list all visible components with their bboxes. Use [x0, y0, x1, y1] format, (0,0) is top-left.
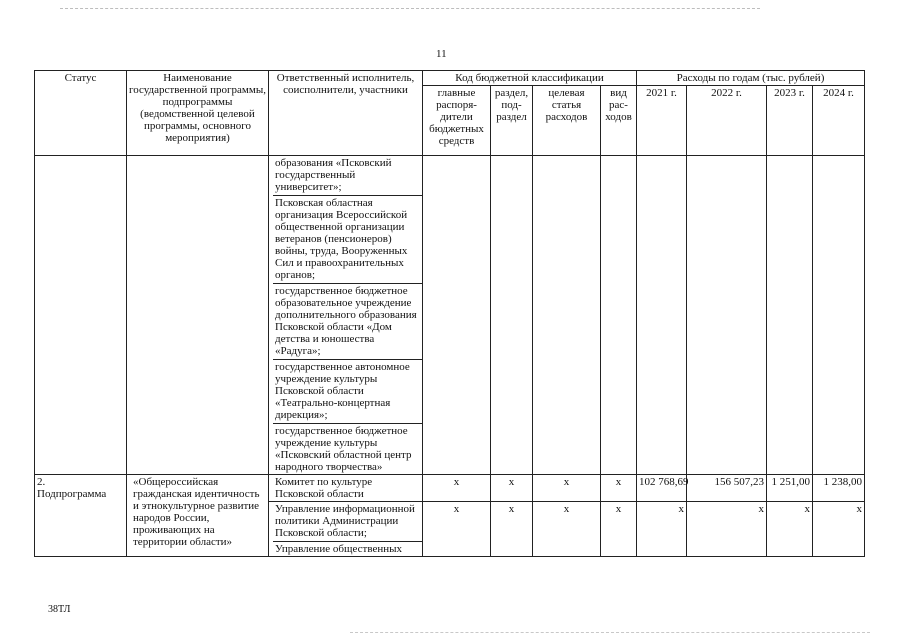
empty-cell [767, 156, 813, 475]
header-year-2024: 2024 г. [813, 86, 865, 156]
expense-2024: 1 238,00 [813, 475, 865, 502]
continuation-name-cell [127, 156, 269, 475]
header-executor: Ответственный исполнитель, соисполнители, участники [269, 71, 423, 156]
kbk-grbs-value: х [423, 475, 491, 502]
subprogram-label: Подпрограмма [37, 488, 107, 500]
executor-entry: Управление общественных [273, 541, 422, 555]
page-number: 11 [436, 48, 447, 60]
kbk-section-value: х [491, 502, 533, 557]
header-row-1 [35, 71, 865, 86]
header-kbk-section: раздел, под-раздел [491, 86, 533, 156]
expense-2021: х [637, 502, 687, 557]
expense-2022: х [687, 502, 767, 557]
scan-artifact-bottom [350, 632, 870, 634]
subprogram-number: 2. [37, 476, 46, 488]
header-status: Статус [35, 71, 127, 156]
kbk-grbs-value: х [423, 502, 491, 557]
kbk-type-value: х [601, 502, 637, 557]
kbk-type-value: х [601, 475, 637, 502]
empty-cell [491, 156, 533, 475]
subprogram-executor: Комитет по культуре Псковской области [269, 475, 423, 502]
expense-2023: х [767, 502, 813, 557]
executor-entry: государственное бюджетное учреждение культуры «Псковский областной центр народного творчества» [273, 423, 422, 473]
continuation-row [35, 156, 865, 475]
kbk-section-value: х [491, 475, 533, 502]
executor-entry: государственное автономное учреждение культуры Псковской области «Театрально-концертная дирекция»; [273, 359, 422, 421]
executor-entry: государственное бюджетное образовательное учреждение дополнительного образования Псковской области «Дом детства и юношества «Радуга»; [273, 283, 422, 357]
empty-cell [423, 156, 491, 475]
expense-2024: х [813, 502, 865, 557]
empty-cell [637, 156, 687, 475]
empty-cell [813, 156, 865, 475]
expense-2022: 156 507,23 [687, 475, 767, 502]
empty-cell [601, 156, 637, 475]
executor-entry: образования «Псковский государственный университет»; [275, 157, 392, 193]
executor-entry: Псковская областная организация Всероссийской общественной организации ветеранов (пенсионеров) войны, труда, Вооруженных Сил и правоохранительных органов; [273, 195, 422, 281]
header-year-2022: 2022 г. [687, 86, 767, 156]
subprogram-status-cell [35, 475, 127, 557]
continuation-status-cell [35, 156, 127, 475]
executor-entry: Управление информационной политики Администрации Псковской области; [275, 503, 415, 539]
expense-2023: 1 251,00 [767, 475, 813, 502]
header-year-2021: 2021 г. [637, 86, 687, 156]
budget-table [34, 70, 865, 557]
header-year-2023: 2023 г. [767, 86, 813, 156]
header-expenses-group: Расходы по годам (тыс. рублей) [637, 71, 865, 86]
continuation-executor-cell [269, 156, 423, 475]
subprogram-executor [269, 502, 423, 557]
subprogram-row-1 [35, 475, 865, 502]
header-kbk-grbs: главные распоря-дители бюджетных средств [423, 86, 491, 156]
kbk-target-value: х [533, 475, 601, 502]
subprogram-name: «Общероссийская гражданская идентичность и этнокультурное развитие народов России, проживающих на территории области» [127, 475, 269, 557]
header-name: Наименование государственной программы, подпрограммы (ведомственной целевой программы, основного мероприятия) [127, 71, 269, 156]
header-kbk-group: Код бюджетной классификации [423, 71, 637, 86]
expense-2021: 102 768,69 [637, 475, 687, 502]
scan-artifact-top [60, 8, 760, 10]
empty-cell [687, 156, 767, 475]
kbk-target-value: х [533, 502, 601, 557]
header-kbk-type: вид рас-ходов [601, 86, 637, 156]
empty-cell [533, 156, 601, 475]
header-kbk-target: целевая статья расходов [533, 86, 601, 156]
footer-code: 38ТЛ [48, 604, 71, 615]
